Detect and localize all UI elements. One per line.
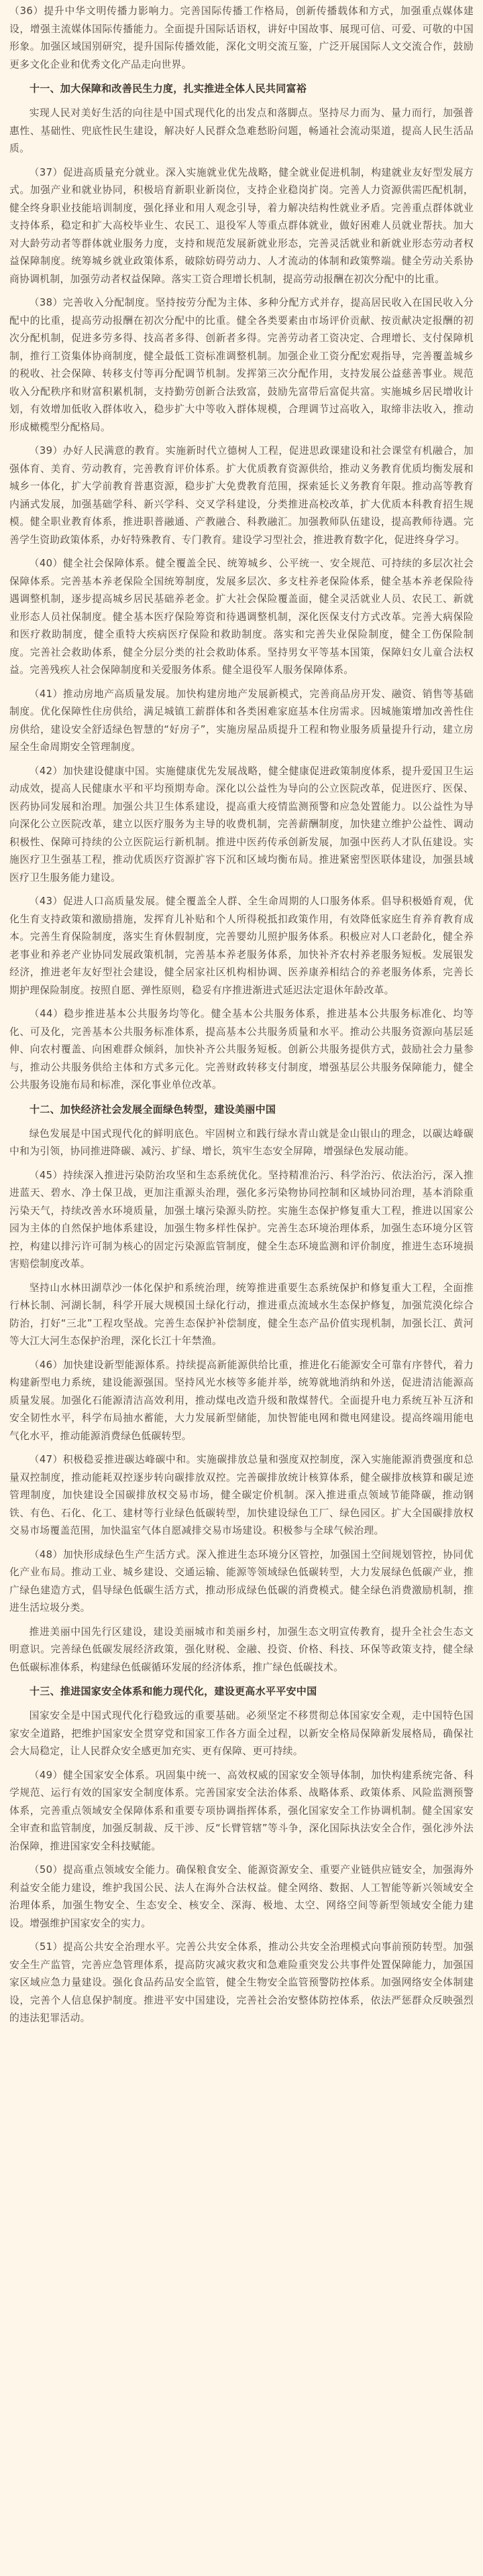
body-paragraph: 推进美丽中国先行区建设，建设美丽城市和美丽乡村，加强生态文明宣传教育，提升全社会生态文明意识。完善绿色低碳发展经济政策，强化财税、金融、投资、价格、科技、环保等政策支持，健全绿色低碳标准体系，构建绿色低碳循环发展的经济体系，推广绿色低碳技术。	[9, 1626, 474, 1673]
body-paragraph: 国家安全是中国式现代化行稳致远的重要基础。必须坚定不移贯彻总体国家安全观，走中国特色国家安全道路，把维护国家安全贯穿党和国家工作各方面全过程，以新安全格局保障新发展格局，确保社会大局稳定，让人民群众安全感更加充实、更有保障、更可持续。	[9, 1710, 474, 1757]
section-heading: 十三、推进国家安全体系和能力现代化，建设更高水平平安中国	[30, 1685, 317, 1697]
body-paragraph: （43）促进人口高质量发展。健全覆盖全人群、全生命周期的人口服务体系。倡导积极婚育观，优化生育支持政策和激励措施，发挥育儿补贴和个人所得税抵扣政策作用，有效降低家庭生育养育教育成本。完善生育保险制度，落实生育休假制度，完善婴幼儿照护服务体系。积极应对人口老龄化，健全养老事业和养老产业协同发展政策机制，完善基本养老服务体系，加快补齐农村养老服务短板。发展银发经济，推进老年友好型社会建设，健全居家社区机构相协调、医养康养相结合的养老服务体系，完善长期护理保险制度。按照自愿、弹性原则，稳妥有序推进渐进式延迟法定退休年龄改革。	[9, 896, 474, 996]
body-paragraph: （40）健全社会保障体系。健全覆盖全民、统筹城乡、公平统一、安全规范、可持续的多层次社会保障体系。完善基本养老保险全国统筹制度，发展多层次、多支柱养老保险体系，健全基本养老保险待遇调整机制，逐步提高城乡居民基础养老金。扩大社会保险覆盖面，健全灵活就业人员、农民工、新就业形态人员社保制度。健全基本医疗保险筹资和待遇调整机制，深化医保支付方式改革。完善大病保险和医疗救助制度，健全重特大疾病医疗保险和救助制度。落实和完善失业保险制度，健全工伤保险制度。完善社会救助体系，健全分层分类的社会救助体系。坚持男女平等基本国策，保障妇女儿童合法权益。完善残疾人社会保障制度和关爱服务体系。健全退役军人服务保障体系。	[9, 558, 474, 676]
body-paragraph: （51）提高公共安全治理水平。完善公共安全体系，推动公共安全治理模式向事前预防转型。加强安全生产监管，完善应急管理体系，提高防灾减灾救灾和急难险重突发公共事件处置保障能力，加强国家区域应急力量建设。强化食品药品安全监管，健全生物安全监管预警防控体系。加强网络安全体制建设，完善个人信息保护制度。推进平安中国建设，完善社会治安整体防控体系，依法严惩群众反映强烈的违法犯罪活动。	[9, 1941, 474, 2024]
body-paragraph: （38）完善收入分配制度。坚持按劳分配为主体、多种分配方式并存，提高居民收入在国民收入分配中的比重，提高劳动报酬在初次分配中的比重。健全各类要素由市场评价贡献、按贡献决定报酬的初次分配机制，促进多劳多得、技高者多得、创新者多得。完善劳动者工资决定、合理增长、支付保障机制，推行工资集体协商制度，健全最低工资标准调整机制。加强企业工资分配宏观指导，完善覆盖城乡的税收、社会保障、转移支付等再分配调节机制。发挥第三次分配作用，支持发展公益慈善事业。规范收入分配秩序和财富积累机制，支持勤劳创新合法致富，鼓励先富带后富促共富。实施城乡居民增收计划，有效增加低收入群体收入，稳步扩大中等收入群体规模，合理调节过高收入，取缔非法收入，推动形成橄榄型分配格局。	[9, 297, 474, 433]
body-paragraph: （37）促进高质量充分就业。深入实施就业优先战略，健全就业促进机制，构建就业友好型发展方式。加强产业和就业协同，积极培育新职业新岗位，支持企业稳岗扩岗。完善人力资源供需匹配机制，健全终身职业技能培训制度，强化择业和用人观念引导，着力解决结构性就业矛盾。完善重点群体就业支持体系，稳定和扩大高校毕业生、农民工、退役军人等重点群体就业，做好困难人员就业帮扶。加大对大龄劳动者等群体就业服务力度，支持和规范发展新就业形态，完善灵活就业和新就业形态劳动者权益保障制度。统筹城乡就业政策体系，破除妨碍劳动力、人才流动的体制和政策弊端。健全劳动关系协商协调机制，加强劳动者权益保障。落实工资合理增长机制，提高劳动报酬在初次分配中的比重。	[9, 166, 474, 285]
section-heading: 十一、加大保障和改善民生力度，扎实推进全体人民共同富裕	[30, 82, 307, 95]
body-paragraph: （39）办好人民满意的教育。实施新时代立德树人工程，促进思政课建设和社会课堂有机融合，加强体育、美育、劳动教育，完善教育评价体系。扩大优质教育资源供给，推动义务教育优质均衡发展和城乡一体化，扩大学前教育普惠资源，稳步扩大免费教育范围，探索延长义务教育年限。推动高等教育内涵式发展，加强基础学科、新兴学科、交叉学科建设，分类推进高校改革，扩大优质本科教育招生规模。健全职业教育体系，推进职普融通、产教融合、科教融汇。加强教师队伍建设，提高教师待遇。完善学生资助政策体系，办好特殊教育、专门教育。建设学习型社会，推进教育数字化，促进终身学习。	[9, 445, 474, 546]
body-paragraph: （45）持续深入推进污染防治攻坚和生态系统优化。坚持精准治污、科学治污、依法治污，深入推进蓝天、碧水、净土保卫战，更加注重源头治理，强化多污染物协同控制和区域协同治理，基本消除重污染天气，持续改善水环境质量，加强土壤污染源头防控。实施生态保护修复重大工程，推进以国家公园为主体的自然保护地体系建设，加强生物多样性保护。完善生态环境治理体系，加强生态环境分区管控，构建以排污许可制为核心的固定污染源监管制度，健全生态环境监测和评价制度，推进生态环境损害赔偿制度改革。	[9, 1169, 474, 1270]
body-paragraph: （42）加快建设健康中国。实施健康优先发展战略，健全健康促进政策制度体系，提升爱国卫生运动成效，提高人民健康水平和平均预期寿命。深化以公益性为导向的公立医院改革，促进医疗、医保、医药协同发展和治理。加强公共卫生体系建设，提高重大疫情监测预警和应急处置能力。以公益性为导向深化公立医院改革，建立以医疗服务为主导的收费机制，完善薪酬制度，加快建立维护公益性、调动积极性、保障可持续的公立医院运行新机制。推进中医药传承创新发展，加强中医药人才队伍建设。实施医疗卫生强基工程，推动优质医疗资源扩容下沉和区域均衡布局。推进紧密型医联体建设，加强县域医疗卫生服务能力建设。	[9, 765, 474, 883]
body-paragraph: （44）稳步推进基本公共服务均等化。健全基本公共服务体系，推进基本公共服务标准化、均等化、可及化，完善基本公共服务标准体系，提高基本公共服务质量和水平。推动公共服务资源向基层延伸、向农村覆盖、向困难群众倾斜，加快补齐公共服务短板。创新公共服务提供方式，鼓励社会力量参与，推动公共服务供给主体和方式多元化。完善财政转移支付制度，增强基层公共服务保障能力，健全公共服务设施布局和标准，深化事业单位改革。	[9, 1008, 474, 1091]
body-paragraph: （46）加快建设新型能源体系。持续提高新能源供给比重，推进化石能源安全可靠有序替代，着力构建新型电力系统，建设能源强国。坚持风光水核等多能并举，统筹就地消纳和外送，促进清洁能源高质量发展。加强化石能源清洁高效利用，推动煤电改造升级和散煤替代。全面提升电力系统互补互济和安全韧性水平，科学布局抽水蓄能，大力发展新型储能，加快智能电网和微电网建设。提高终端用能电气化水平，推动能源消费绿色低碳转型。	[9, 1359, 474, 1442]
body-paragraph: 实现人民对美好生活的向往是中国式现代化的出发点和落脚点。坚持尽力而为、量力而行，加强普惠性、基础性、兜底性民生建设，解决好人民群众急难愁盼问题，畅通社会流动渠道，提高人民生活品质。	[9, 107, 474, 154]
body-paragraph: （36）提升中华文明传播力影响力。完善国际传播工作格局，创新传播载体和方式，加强重点媒体建设，增强主流媒体国际传播能力。全面提升国际话语权，讲好中国故事、展现可信、可爱、可敬的中国形象。加强区域国别研究，提升国际传播效能，深化文明交流互鉴，广泛开展国际人文交流合作，鼓励更多文化企业和优秀文化产品走向世界。	[9, 5, 474, 70]
body-paragraph: （47）积极稳妥推进碳达峰碳中和。实施碳排放总量和强度双控制度，深入实施能源消费强度和总量双控制度，推动能耗双控逐步转向碳排放双控。完善碳排放统计核算体系，健全碳排放核算和碳足迹管理制度，加快建设全国碳排放权交易市场，健全碳定价机制。深入推进重点领域节能降碳，推动钢铁、有色、石化、化工、建材等行业绿色低碳转型，加快建设绿色工厂、绿色园区。扩大全国碳排放权交易市场覆盖范围，加快温室气体自愿减排交易市场建设。积极参与全球气候治理。	[9, 1454, 474, 1536]
body-paragraph: （48）加快形成绿色生产生活方式。深入推进生态环境分区管控，加强国土空间规划管控，协同优化产业布局。推动工业、城乡建设、交通运输、能源等领域绿色低碳转型，大力发展绿色低碳产业，推广绿色建造方式，倡导绿色低碳生活方式，推动形成绿色低碳的消费模式。健全绿色消费激励机制，推进生活垃圾分类。	[9, 1548, 474, 1613]
body-paragraph: （50）提高重点领域安全能力。确保粮食安全、能源资源安全、重要产业链供应链安全，加强海外利益安全能力建设，维护我国公民、法人在海外合法权益。健全网络、数据、人工智能等新兴领域安全治理体系，加强生物安全、生态安全、核安全、深海、极地、太空、网络空间等新型领域安全能力建设。增强维护国家安全的实力。	[9, 1864, 474, 1929]
body-paragraph: （41）推动房地产高质量发展。加快构建房地产发展新模式，完善商品房开发、融资、销售等基础制度。优化保障性住房供给，满足城镇工薪群体和各类困难家庭基本住房需求。因城施策增加改善性住房供给，建设安全舒适绿色智慧的“好房子”，实施房屋品质提升工程和物业服务质量提升行动，建立房屋全生命周期安全管理制度。	[9, 688, 474, 753]
body-paragraph: 坚持山水林田湖草沙一体化保护和系统治理，统筹推进重要生态系统保护和修复重大工程，全面推行林长制、河湖长制，科学开展大规模国土绿化行动，推进重点流域水生态保护修复，加强荒漠化综合防治，打好“三北”工程攻坚战。完善生态保护补偿制度，健全生态产品价值实现机制，加强长江、黄河等大江大河生态保护治理，深化长江十年禁渔。	[9, 1282, 474, 1347]
body-paragraph: 绿色发展是中国式现代化的鲜明底色。牢固树立和践行绿水青山就是金山银山的理念，以碳达峰碳中和为引领，协同推进降碳、减污、扩绿、增长，筑牢生态安全屏障，增强绿色发展动能。	[9, 1127, 474, 1157]
section-heading: 十二、加快经济社会发展全面绿色转型，建设美丽中国	[30, 1103, 276, 1115]
body-paragraph: （49）健全国家安全体系。巩固集中统一、高效权威的国家安全领导体制，加快构建系统完备、科学规范、运行有效的国家安全制度体系。完善国家安全法治体系、战略体系、政策体系、风险监测预警体系，完善重点领域安全保障体系和重要专项协调指挥体系，强化国家安全工作协调机制。健全国家安全审查和监管制度，加强反制裁、反干涉、反“长臂管辖”等斗争，深化国际执法安全合作，强化涉外法治保障，推进国家安全科技赋能。	[9, 1769, 474, 1852]
